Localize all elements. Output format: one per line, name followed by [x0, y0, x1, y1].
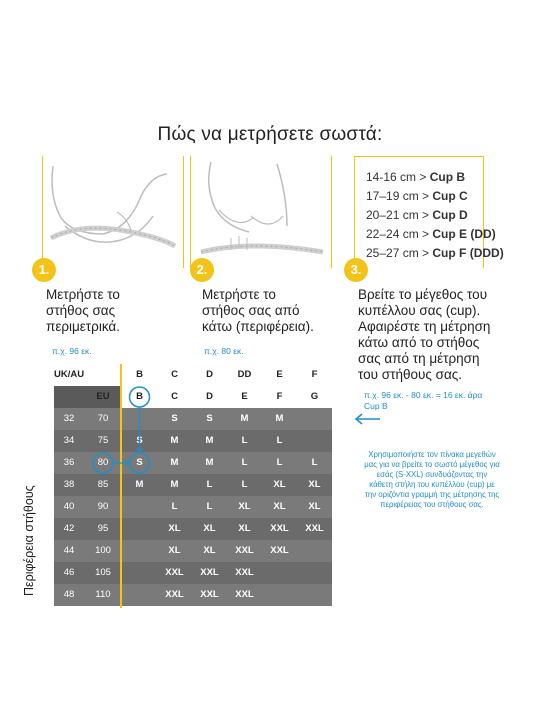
size-cell — [122, 540, 157, 562]
uk-cup-header: F — [311, 369, 318, 380]
uk-band-size: 48 — [54, 584, 84, 606]
uk-cup-header: C — [171, 369, 178, 380]
size-cell: XL — [262, 496, 297, 518]
size-cell — [297, 408, 332, 430]
size-cell: XL — [262, 474, 297, 496]
uk-cup-header: DD — [237, 369, 252, 380]
size-cell: XXL — [227, 584, 262, 606]
eu-band-size: 90 — [84, 496, 122, 518]
header-row-eu — [54, 386, 332, 408]
table-row — [54, 518, 332, 540]
underbust-vertical-label: Περιφέρεια στήθους — [22, 485, 36, 596]
uk-band-size: 32 — [54, 408, 84, 430]
uk-cup-header: D — [206, 369, 213, 380]
size-cell: XL — [297, 474, 332, 496]
eu-band-size: 105 — [84, 562, 122, 584]
size-cell: XXL — [262, 540, 297, 562]
eu-band-size: 95 — [84, 518, 122, 540]
cup-row: 20–21 cm > Cup D — [366, 208, 468, 222]
table-row — [54, 430, 332, 452]
size-cell: M — [192, 452, 227, 474]
cup-row: 25–27 cm > Cup F (DDD) — [366, 246, 504, 260]
eu-band-size: 100 — [84, 540, 122, 562]
uk-band-size: 36 — [54, 452, 84, 474]
eu-cup-header: G — [297, 386, 332, 408]
eu-cup-header: E — [227, 386, 262, 408]
eu-band-size: 75 — [84, 430, 122, 452]
table-row — [54, 452, 332, 474]
size-cell: XL — [227, 518, 262, 540]
step-3-text: Βρείτε το μέγεθος του κυπέλλου σας (cup). Αφαιρέστε τη μέτρηση κάτω από το στήθος σας από τη μέτρηση του στήθους σας. — [358, 287, 491, 382]
size-cell: L — [262, 430, 297, 452]
size-cell: L — [297, 452, 332, 474]
size-cell: XXL — [157, 562, 192, 584]
cup-row: 17–19 cm > Cup C — [366, 189, 468, 203]
size-cell: XL — [297, 496, 332, 518]
eu-cup-header: B — [122, 386, 157, 408]
measure-bust-illustration — [42, 156, 184, 268]
size-cell: L — [192, 474, 227, 496]
step-2-text: Μετρήστε το στήθος σας από κάτω (περιφέρεια). — [202, 287, 314, 334]
step-1-badge: 1. — [32, 258, 56, 282]
size-cell: L — [157, 496, 192, 518]
size-cell: L — [227, 452, 262, 474]
size-cell: XL — [192, 518, 227, 540]
size-cell: S — [122, 430, 157, 452]
size-cell — [297, 430, 332, 452]
size-cell: XL — [157, 540, 192, 562]
size-cell — [122, 408, 157, 430]
size-cell: XL — [192, 540, 227, 562]
size-cell: M — [122, 474, 157, 496]
measure-underbust-illustration — [190, 156, 332, 268]
uk-band-size: 46 — [54, 562, 84, 584]
size-cell: S — [192, 408, 227, 430]
uk-band-size: 34 — [54, 430, 84, 452]
size-cell: XXL — [192, 584, 227, 606]
size-cell: L — [262, 452, 297, 474]
eu-band-size: 80 — [84, 452, 122, 474]
size-cell — [297, 584, 332, 606]
size-cell — [262, 562, 297, 584]
size-cell: XXL — [192, 562, 227, 584]
size-cell: S — [122, 452, 157, 474]
size-cell — [297, 540, 332, 562]
size-cell — [122, 496, 157, 518]
eu-band-size: 110 — [84, 584, 122, 606]
table-row — [54, 474, 332, 496]
uk-band-size: 38 — [54, 474, 84, 496]
size-cell — [262, 584, 297, 606]
size-cell: XXL — [297, 518, 332, 540]
size-cell: M — [157, 430, 192, 452]
eu-band-size: 85 — [84, 474, 122, 496]
size-cell: XXL — [227, 562, 262, 584]
uk-label: UK/AU — [54, 369, 85, 380]
size-cell: M — [262, 408, 297, 430]
uk-band-size: 44 — [54, 540, 84, 562]
eu-band-size: 70 — [84, 408, 122, 430]
size-cell — [122, 562, 157, 584]
table-row — [54, 496, 332, 518]
arrow-left-icon — [352, 412, 382, 426]
eu-cup-header: D — [192, 386, 227, 408]
blank-cell — [54, 386, 84, 408]
size-cell: M — [192, 430, 227, 452]
step-3-example: π.χ. 96 εκ. - 80 εκ. = 16 εκ. άρα Cup B — [364, 390, 483, 411]
size-cell — [297, 562, 332, 584]
size-cell: L — [227, 474, 262, 496]
cup-row: 22–24 cm > Cup E (DD) — [366, 227, 496, 241]
eu-label: EU — [84, 386, 122, 408]
uk-cup-header: E — [276, 369, 283, 380]
eu-cup-header: C — [157, 386, 192, 408]
size-cell: XXL — [157, 584, 192, 606]
eu-cup-header: F — [262, 386, 297, 408]
size-chart-note: Χρησιμοποιήστε τον πίνακα μεγεθών μας για να βρείτε το σωστό μέγεθος για εσάς (S-XXL) συνδυάζοντας την κάθετη στήλη του κυπέλλου (cup) με την οριζόντια γραμμή της μέτρησης της περιφέρειας του στήθους σας. — [364, 450, 500, 509]
uk-cup-header: B — [136, 369, 143, 380]
table-row — [54, 540, 332, 562]
step-1-example: π.χ. 96 εκ. — [52, 346, 92, 356]
page-title: Πώς να μετρήσετε σωστά: — [157, 124, 383, 145]
step-3-badge: 3. — [344, 258, 368, 282]
size-cell — [122, 518, 157, 540]
size-cell: M — [157, 474, 192, 496]
step-1-text: Μετρήστε το στήθος σας περιμετρικά. — [46, 287, 120, 334]
size-cell: L — [227, 430, 262, 452]
table-row — [54, 562, 332, 584]
size-cell: M — [227, 408, 262, 430]
size-cell: S — [157, 408, 192, 430]
cup-size-list — [366, 168, 504, 263]
uk-band-size: 40 — [54, 496, 84, 518]
table-row — [54, 408, 332, 430]
header-row-uk — [54, 364, 332, 386]
size-cell: XL — [157, 518, 192, 540]
uk-band-size: 42 — [54, 518, 84, 540]
size-cell: M — [157, 452, 192, 474]
size-cell: L — [192, 496, 227, 518]
size-cell: XL — [227, 496, 262, 518]
step-2-badge: 2. — [190, 258, 214, 282]
table-row — [54, 584, 332, 606]
cup-row: 14-16 cm > Cup B — [366, 170, 466, 184]
step-2-example: π.χ. 80 εκ. — [204, 346, 244, 356]
size-cell — [122, 584, 157, 606]
size-cell: XXL — [262, 518, 297, 540]
size-cell: XXL — [227, 540, 262, 562]
